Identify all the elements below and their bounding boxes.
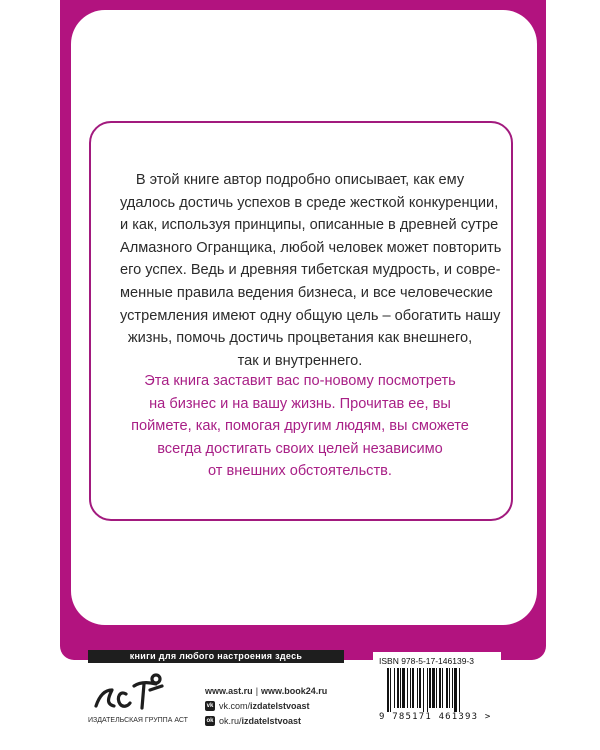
ok-handle: izdatelstvoast bbox=[241, 715, 302, 726]
website-link[interactable]: www.ast.ru bbox=[205, 685, 253, 696]
ast-logo bbox=[92, 672, 170, 712]
description-line: устремления имеют одну общую цель – обогатить нашу bbox=[120, 307, 501, 324]
highlight-line: от внешних обстоятельств. bbox=[208, 463, 392, 480]
barcode-bar bbox=[427, 668, 428, 712]
barcode-bar bbox=[397, 668, 399, 708]
isbn-text: ISBN 978-5-17-146139-3 bbox=[379, 656, 474, 666]
description-line: так и внутреннего. bbox=[237, 352, 363, 369]
barcode-bar bbox=[439, 668, 441, 708]
website-row bbox=[205, 684, 327, 697]
barcode-bar bbox=[432, 668, 435, 708]
barcode-bar bbox=[449, 668, 450, 708]
ok-row[interactable] bbox=[205, 714, 327, 727]
vk-icon: vk bbox=[206, 702, 214, 709]
barcode-bar bbox=[412, 668, 414, 708]
barcode-bar bbox=[452, 668, 453, 708]
barcode-bar bbox=[417, 668, 418, 708]
highlight-line: Эта книга заставит вас по-новому посмотреть bbox=[144, 373, 456, 389]
barcode-bar bbox=[423, 668, 424, 712]
description-line: и как, используя принципы, описанные в древней сутре bbox=[120, 217, 499, 234]
ok-label: ok.ru/ bbox=[219, 715, 242, 726]
ok-icon: ok bbox=[206, 717, 214, 724]
barcode-bar bbox=[390, 668, 391, 712]
barcode-bar bbox=[436, 668, 437, 708]
vk-row[interactable] bbox=[205, 699, 327, 712]
description-line: В этой книге автор подробно описывает, как ему bbox=[135, 172, 465, 188]
slogan-banner: книги для любого настроения здесь bbox=[88, 650, 344, 663]
link-separator: | bbox=[255, 685, 259, 696]
barcode-bar bbox=[407, 668, 408, 708]
barcode-bar bbox=[454, 668, 457, 712]
highlight-text bbox=[120, 370, 480, 483]
description-line: удалось достичь успехов в среде жесткой конкуренции, bbox=[120, 194, 499, 211]
vk-handle: izdatelstvoast bbox=[250, 700, 310, 711]
description-text bbox=[120, 169, 502, 372]
barcode-number: 9 785171 461393 > bbox=[379, 712, 492, 722]
website-link[interactable]: www.book24.ru bbox=[261, 685, 328, 696]
barcode-bar bbox=[419, 668, 421, 708]
description-line: жизнь, помочь достичь процветания как внешнего, bbox=[127, 330, 473, 347]
description-line: Алмазного Огранщика, любой человек может повторить bbox=[120, 239, 502, 256]
description-line: его успех. Ведь и древняя тибетская мудрость, и совре- bbox=[120, 262, 501, 279]
isbn-block bbox=[373, 652, 501, 724]
contact-links bbox=[205, 684, 327, 729]
highlight-line: поймете, как, помогая другим людям, вы сможете bbox=[131, 418, 469, 435]
barcode-bar bbox=[446, 668, 448, 708]
barcode-bar bbox=[400, 668, 401, 708]
highlight-line: на бизнес и на вашу жизнь. Прочитав ее, вы bbox=[149, 395, 451, 412]
barcode-bar bbox=[429, 668, 431, 708]
publisher-name: ИЗДАТЕЛЬСКАЯ ГРУППА АСТ bbox=[88, 717, 188, 724]
barcode-bar bbox=[410, 668, 411, 708]
highlight-line: всегда достигать своих целей независимо bbox=[157, 440, 443, 457]
barcode-bar bbox=[394, 668, 395, 708]
vk-label: vk.com/ bbox=[219, 700, 251, 711]
description-line: менные правила ведения бизнеса, и все человеческие bbox=[120, 284, 493, 301]
barcode-bar bbox=[402, 668, 405, 708]
barcode-bar bbox=[442, 668, 443, 708]
barcode bbox=[385, 668, 493, 712]
barcode-bar bbox=[387, 668, 389, 712]
barcode-bar bbox=[459, 668, 460, 712]
